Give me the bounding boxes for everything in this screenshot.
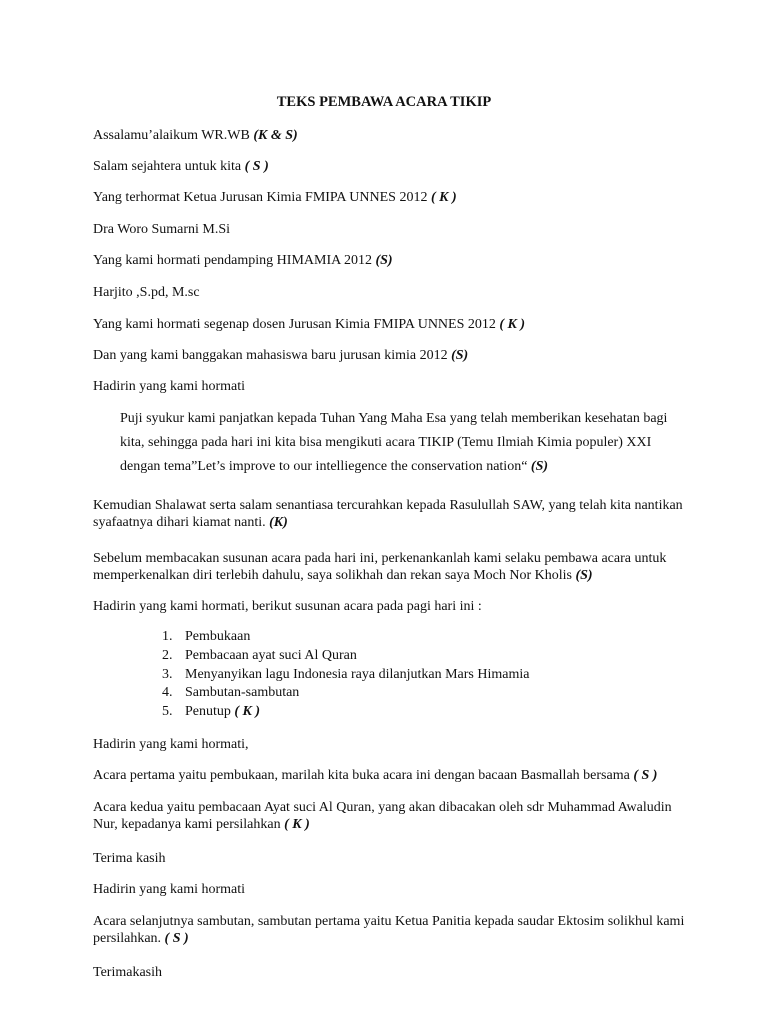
agenda-item <box>162 703 529 722</box>
agenda-number: 3. <box>162 666 173 682</box>
speaker-tag: (S) <box>575 568 593 583</box>
paragraph-text: Hadirin yang kami hormati <box>93 379 246 394</box>
paragraph-text: Sebelum membacakan susunan acara pada hari ini, perkenankanlah kami selaku pembawa acara untuk memperkenalkan diri terlebih dahulu, saya solikhah dan rekan saya Moch Nor Kholis <box>93 551 667 583</box>
paragraph <box>93 284 693 301</box>
agenda-text: Pembukaan <box>185 629 251 644</box>
paragraph <box>93 189 693 206</box>
paragraph-text: Dra Woro Sumarni M.Si <box>93 222 231 237</box>
speaker-tag: (S) <box>530 459 549 474</box>
paragraph <box>93 550 693 584</box>
paragraph <box>93 158 693 175</box>
paragraph-text: Hadirin yang kami hormati, berikut susunan acara pada pagi hari ini : <box>93 599 482 614</box>
speaker-tag: ( K ) <box>499 317 526 332</box>
speaker-tag: ( K ) <box>430 190 457 205</box>
paragraph-text: Harjito ,S.pd, M.sc <box>93 285 200 300</box>
speaker-tag: ( K ) <box>234 704 261 720</box>
paragraph-text: Kemudian Shalawat serta salam senantiasa tercurahkan kepada Rasulullah SAW, yang telah kita nantikan syafaatnya dihari kiamat nanti. <box>93 498 683 530</box>
speaker-tag: ( S ) <box>164 931 189 946</box>
agenda-text: Penutup <box>185 704 235 720</box>
agenda-item <box>162 666 529 685</box>
paragraph <box>93 252 693 269</box>
speaker-tag: ( K ) <box>284 817 310 832</box>
agenda-number: 5. <box>162 704 173 720</box>
paragraph <box>93 127 693 144</box>
paragraph-text: Terima kasih <box>93 851 166 866</box>
paragraph <box>93 221 693 238</box>
paragraph <box>93 347 693 364</box>
paragraph <box>93 767 693 784</box>
speaker-tag: ( S ) <box>244 159 269 174</box>
paragraph-text: Acara pertama yaitu pembukaan, marilah kita buka acara ini dengan bacaan Basmallah bersama <box>93 768 634 783</box>
paragraph-text: Terimakasih <box>93 965 162 980</box>
paragraph-text: Hadirin yang kami hormati <box>93 882 246 897</box>
agenda-number: 1. <box>162 629 173 644</box>
indented-text: Puji syukur kami panjatkan kepada Tuhan Yang Maha Esa yang telah memberikan kesehatan bagi kita, sehingga pada hari ini kita bisa mengikuti acara TIKIP (Temu Ilmiah Kimia populer) XXI dengan tema”Let’s improve to our intelliegence the conservation nation“ <box>120 411 668 474</box>
paragraph <box>93 497 693 531</box>
paragraph <box>93 316 693 333</box>
paragraph-text: Acara kedua yaitu pembacaan Ayat suci Al Quran, yang akan dibacakan oleh sdr Muhammad Awaludin Nur, kepadanya kami persilahkan <box>93 800 672 832</box>
agenda-item <box>162 647 529 666</box>
agenda-list <box>162 628 529 722</box>
indented-paragraph <box>120 407 680 479</box>
agenda-item <box>162 684 529 703</box>
agenda-text: Menyanyikan lagu Indonesia raya dilanjutkan Mars Himamia <box>185 666 530 682</box>
paragraph <box>93 799 693 833</box>
speaker-tag: (K & S) <box>253 128 298 143</box>
paragraph-text: Dan yang kami banggakan mahasiswa baru jurusan kimia 2012 <box>93 348 452 363</box>
speaker-tag: (K) <box>269 515 288 530</box>
paragraph <box>93 598 693 615</box>
document-title: TEKS PEMBAWA ACARA TIKIP <box>276 94 492 110</box>
paragraph <box>93 964 693 981</box>
paragraph <box>93 881 693 898</box>
speaker-tag: (S) <box>375 253 393 268</box>
paragraph-text: Yang terhormat Ketua Jurusan Kimia FMIPA UNNES 2012 <box>93 190 431 205</box>
paragraph-text: Hadirin yang kami hormati, <box>93 737 249 752</box>
agenda-text: Sambutan-sambutan <box>185 685 300 701</box>
agenda-number: 4. <box>162 685 173 701</box>
speaker-tag: (S) <box>451 348 469 363</box>
agenda-number: 2. <box>162 647 173 663</box>
agenda-item <box>162 628 529 647</box>
paragraph-text: Assalamu’alaikum WR.WB <box>93 128 254 143</box>
paragraph <box>93 736 693 753</box>
paragraph-text: Acara selanjutnya sambutan, sambutan pertama yaitu Ketua Panitia kepada saudar Ektosim solikhul kami persilahkan. <box>93 914 685 946</box>
paragraph <box>93 913 693 947</box>
paragraph <box>93 378 693 395</box>
paragraph-text: Yang kami hormati pendamping HIMAMIA 2012 <box>93 253 376 268</box>
agenda-text: Pembacaan ayat suci Al Quran <box>185 647 357 663</box>
speaker-tag: ( S ) <box>633 768 658 783</box>
paragraph-text: Salam sejahtera untuk kita <box>93 159 245 174</box>
paragraph <box>93 850 693 867</box>
paragraph-text: Yang kami hormati segenap dosen Jurusan Kimia FMIPA UNNES 2012 <box>93 317 500 332</box>
